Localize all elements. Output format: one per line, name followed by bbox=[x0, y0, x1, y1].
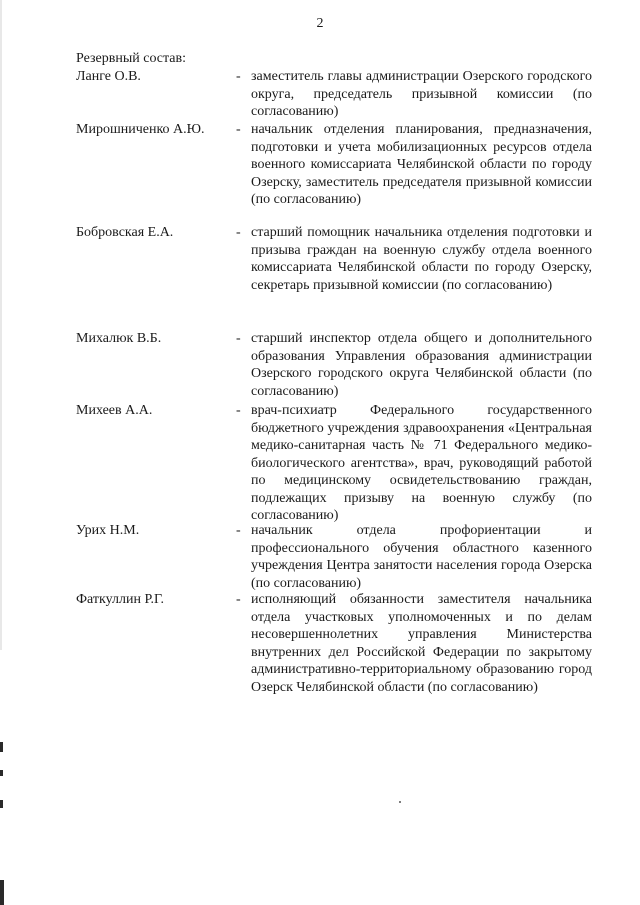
member-dash: - bbox=[236, 592, 241, 607]
member-position: начальник отделения планирования, предназначения, подготовки и учета мобилизационных ресурсов отдела военного комиссариата Челябинской области по городу Озерску, заместитель председателя призывной комиссии (по согласованию) bbox=[251, 122, 592, 207]
page-number: 2 bbox=[316, 16, 324, 31]
member-name: Фаткуллин Р.Г. bbox=[76, 592, 165, 607]
member-position: старший инспектор отдела общего и дополнительного образования Управления образования администрации Озерского городского округа Челябинской области (по согласованию) bbox=[251, 331, 592, 399]
section-title: Резервный состав: bbox=[76, 51, 187, 66]
member-name: Урих Н.М. bbox=[76, 523, 140, 538]
member-dash: - bbox=[236, 403, 241, 418]
scan-edge-mark bbox=[0, 800, 3, 808]
member-dash: - bbox=[236, 122, 241, 137]
scan-edge-mark bbox=[0, 770, 3, 776]
scan-edge-shadow bbox=[0, 0, 2, 650]
member-dash: - bbox=[236, 523, 241, 538]
member-name: Михалюк В.Б. bbox=[76, 331, 162, 346]
scan-speck bbox=[399, 801, 401, 803]
member-dash: - bbox=[236, 69, 241, 84]
member-name: Михеев А.А. bbox=[76, 403, 153, 418]
member-position: врач-психиатр Федерального государственного бюджетного учреждения здравоохранения «Центральная медико-санитарная часть № 71 Федерального медико-биологического агентства», врач, руководящий работой по медицинскому освидетельствованию граждан, подлежащих призыву на военную службу (по согласованию) bbox=[251, 403, 592, 523]
scan-edge-mark bbox=[0, 880, 4, 905]
member-dash: - bbox=[236, 225, 241, 240]
member-position: старший помощник начальника отделения подготовки и призыва граждан на военную службу отдела военного комиссариата Челябинской области по городу Озерску, секретарь призывной комиссии (по согласованию) bbox=[251, 225, 592, 293]
member-name: Мирошниченко А.Ю. bbox=[76, 122, 205, 137]
scan-edge-mark bbox=[0, 742, 3, 752]
member-position: заместитель главы администрации Озерского городского округа, председатель призывной комиссии (по согласованию) bbox=[251, 69, 592, 119]
member-position: исполняющий обязанности заместителя начальника отдела участковых уполномоченных и по делам несовершеннолетних управления Министерства внутренних дел Российской Федерации по закрытому административно-территориальному образованию город Озерск Челябинской области (по согласованию) bbox=[251, 592, 592, 695]
member-name: Ланге О.В. bbox=[76, 69, 141, 84]
member-name: Бобровская Е.А. bbox=[76, 225, 174, 240]
member-position: начальник отдела профориентации и профессионального обучения областного казенного учреждения Центра занятости населения города Озерска (по согласованию) bbox=[251, 523, 592, 591]
member-dash: - bbox=[236, 331, 241, 346]
